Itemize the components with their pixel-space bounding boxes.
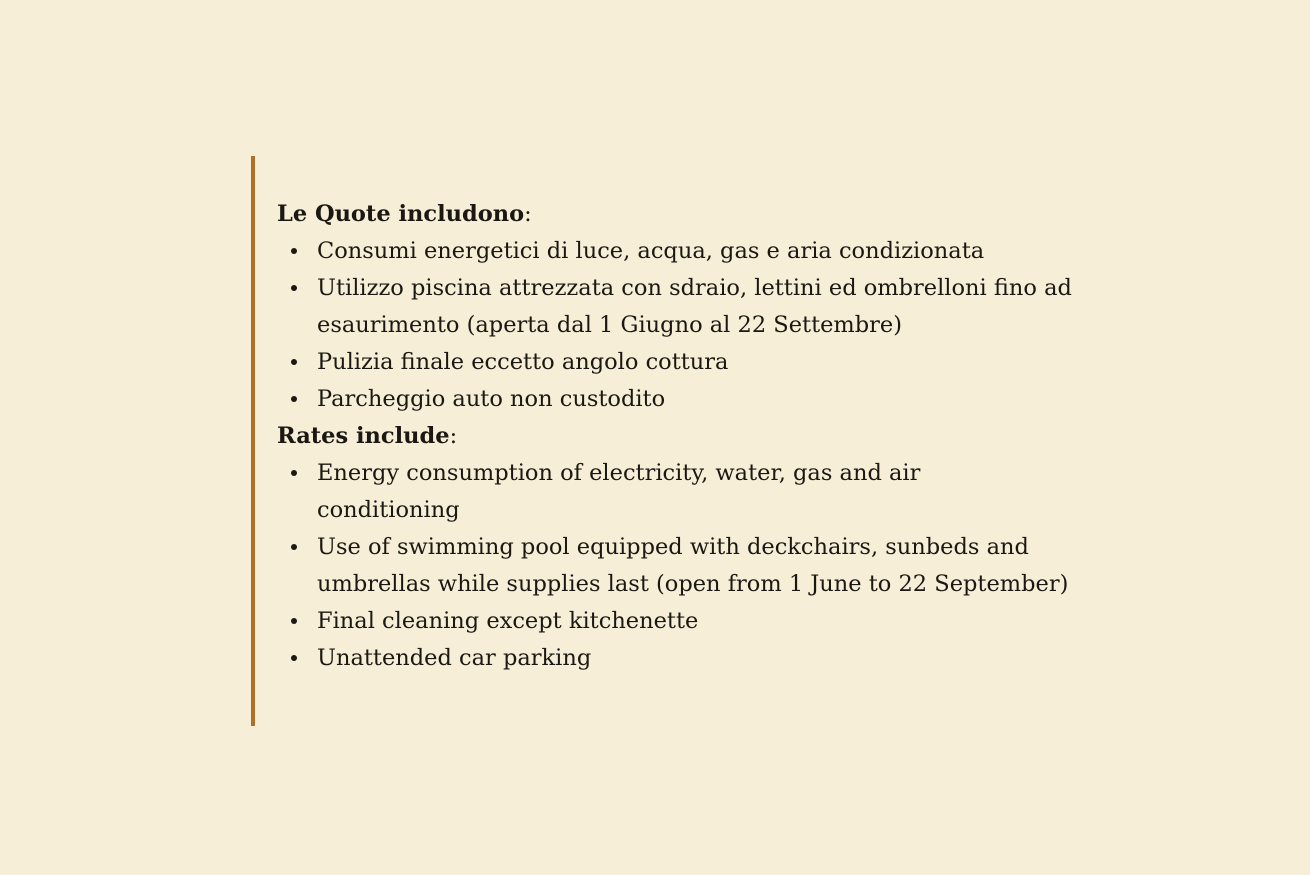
list-item: Utilizzo piscina attrezzata con sdraio, lettini ed ombrelloni fino ad esaurimento (aperta dal 1 Giugno al 22 Settembre) bbox=[317, 270, 1117, 344]
italian-inclusions-list bbox=[277, 233, 1147, 418]
italian-heading-colon: : bbox=[524, 201, 532, 227]
english-heading bbox=[277, 418, 1147, 455]
italian-heading bbox=[277, 196, 1147, 233]
list-item: Pulizia finale eccetto angolo cottura bbox=[317, 344, 1097, 381]
list-item: Unattended car parking bbox=[317, 640, 1097, 677]
english-inclusions-list bbox=[277, 455, 1147, 677]
english-heading-text: Rates include bbox=[277, 423, 450, 449]
italian-heading-text: Le Quote includono bbox=[277, 201, 525, 227]
list-item: Use of swimming pool equipped with deckchairs, sunbeds and umbrellas while supplies last (open from 1 June to 22 September) bbox=[317, 529, 1147, 603]
english-heading-colon: : bbox=[449, 423, 458, 449]
list-item: Parcheggio auto non custodito bbox=[317, 381, 1097, 418]
list-item: Energy consumption of electricity, water, gas and air conditioning bbox=[317, 455, 997, 529]
list-item: Final cleaning except kitchenette bbox=[317, 603, 1097, 640]
list-item: Consumi energetici di luce, acqua, gas e aria condizionata bbox=[317, 233, 1097, 270]
rates-content bbox=[277, 196, 1147, 677]
rates-info-block bbox=[251, 156, 1151, 726]
